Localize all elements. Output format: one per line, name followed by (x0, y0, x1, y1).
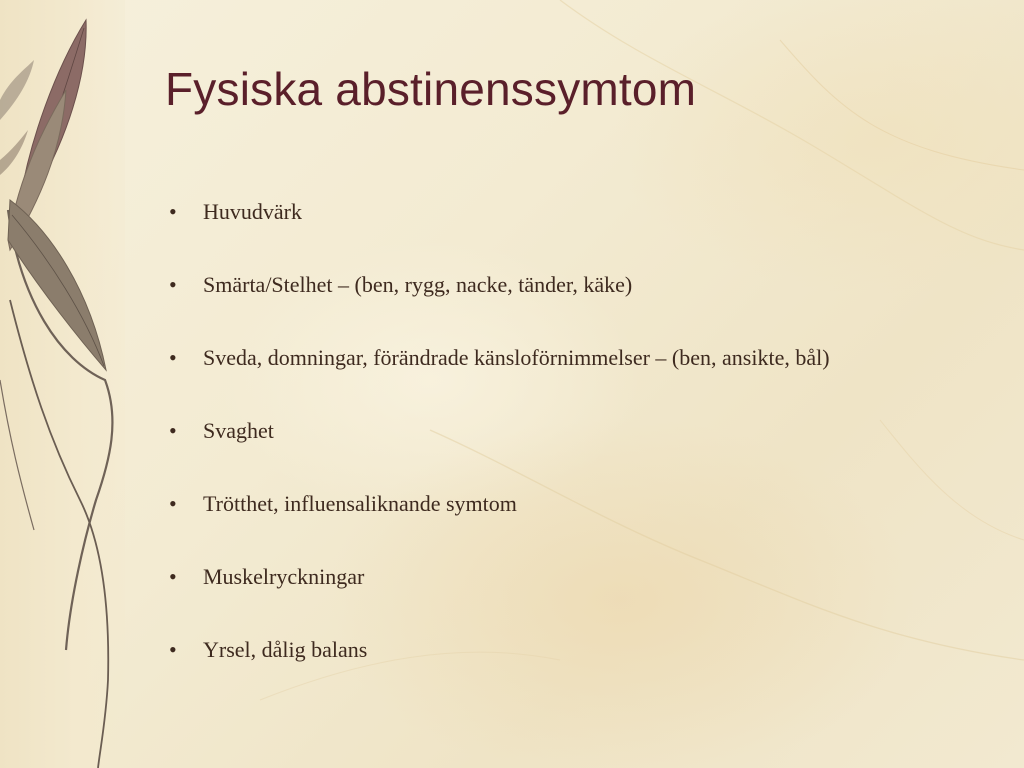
list-item (165, 561, 955, 592)
bullet-dot-icon: • (169, 345, 177, 370)
bullet-dot-icon: • (169, 564, 177, 589)
list-item-text: Smärta/Stelhet – (ben, rygg, nacke, tänder, käke) (203, 272, 633, 297)
bullet-dot-icon: • (169, 491, 177, 516)
list-item-text: Sveda, domningar, förändrade känsloförnimmelser – (ben, ansikte, bål) (203, 345, 830, 370)
list-item (165, 415, 955, 446)
list-item (165, 196, 955, 227)
bullet-dot-icon: • (169, 272, 177, 297)
bullet-dot-icon: • (169, 199, 177, 224)
list-item (165, 342, 955, 373)
list-item-text: Yrsel, dålig balans (203, 637, 368, 662)
list-item-text: Trötthet, influensaliknande symtom (203, 491, 517, 516)
list-item-text: Svaghet (203, 418, 274, 443)
bullet-dot-icon: • (169, 418, 177, 443)
bullet-list (165, 196, 955, 707)
bullet-dot-icon: • (169, 637, 177, 662)
list-item-text: Muskelryckningar (203, 564, 365, 589)
list-item-text: Huvudvärk (203, 199, 302, 224)
list-item (165, 634, 955, 665)
list-item (165, 269, 955, 300)
list-item (165, 488, 955, 519)
slide-title: Fysiska abstinenssymtom (165, 63, 697, 115)
willow-leaves-icon (0, 0, 140, 768)
